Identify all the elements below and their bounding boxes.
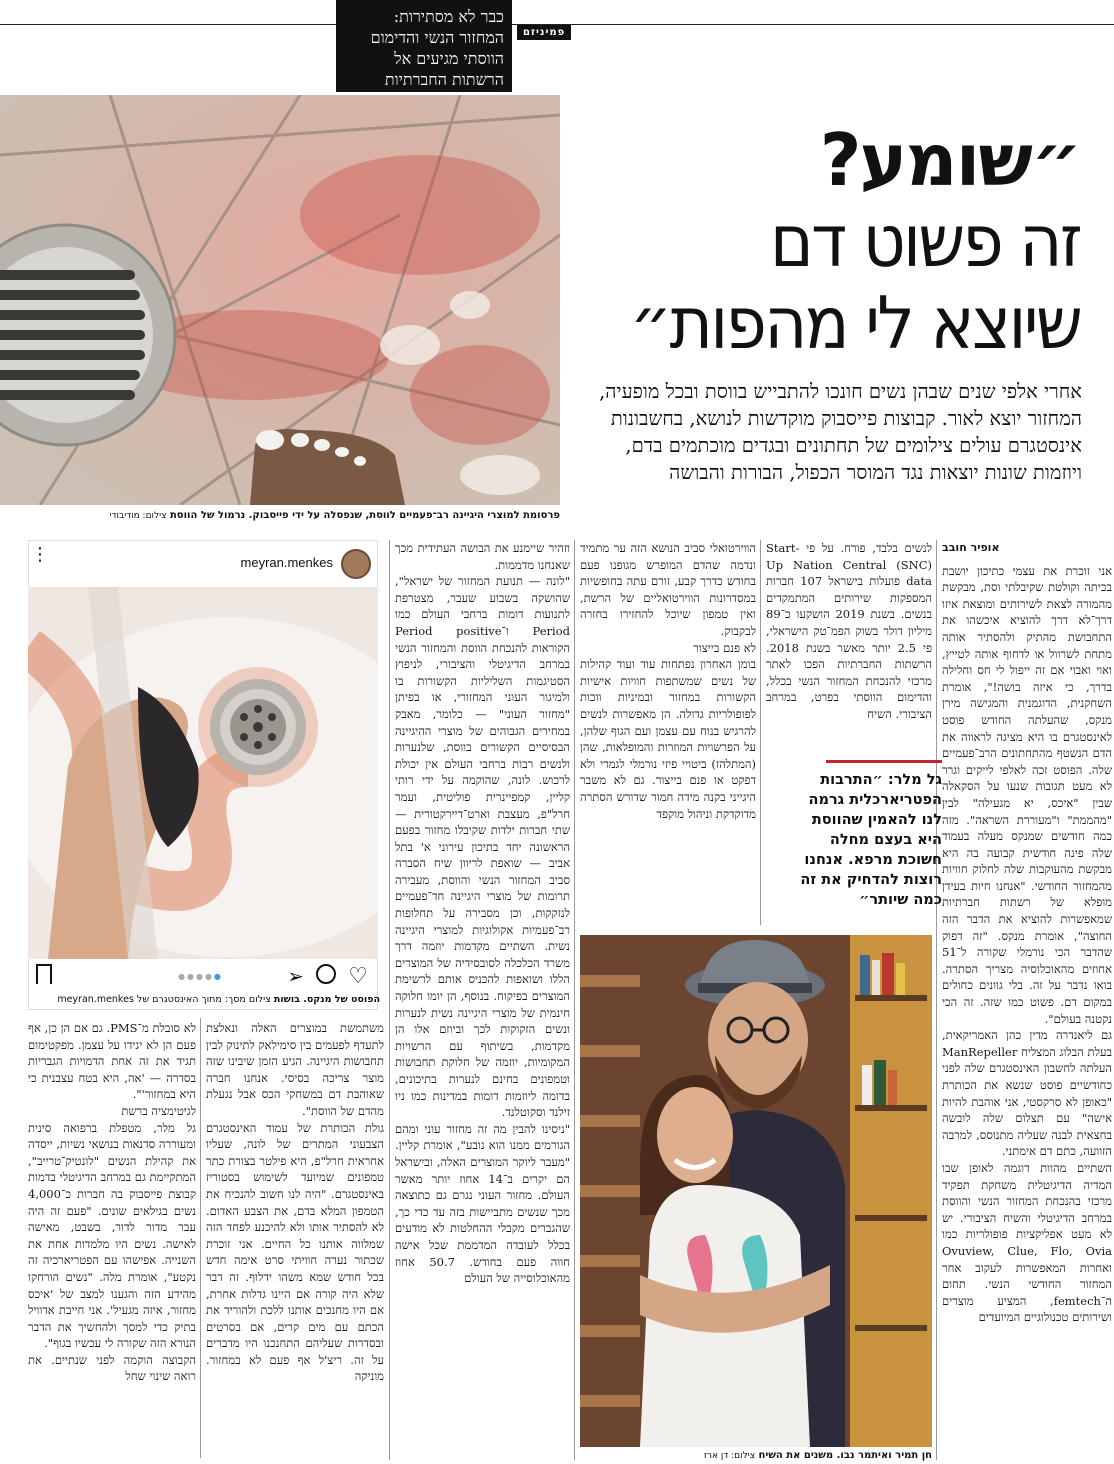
couple-caption-credit: צילום: דן ארז (703, 1451, 756, 1461)
section-tag: פמיניזם (517, 25, 571, 40)
instagram-header (29, 541, 379, 585)
more-options-icon[interactable]: ⋮ (31, 544, 49, 565)
share-icon[interactable]: ➢ (287, 964, 304, 988)
column-divider (200, 1018, 201, 1458)
headline (580, 120, 1080, 364)
heart-icon[interactable]: ♡ (348, 964, 368, 989)
column-1-text: אני זוכרת את עצמי כתיכון יושבת בכיתה וקולטת שקיבלתי וסת, מבקשת מהמורה לצאת לשירותים ומוצאת איזו דרך־לא דרך להוציא איכשהו את התחבושת מהתיק ולהסתיר אותה מתחת לשרוול או לדחוף אותה לטייץ, ואוי ואבוי אם זה ייפול לי חס וחלילה בדרך, כי איזה בושה!", אומרת השחקנית, הדוגמנית והמגישה מירן מנקס, שהעלתה החודש פוסט לאינסטגרם בו היא מציגה לראווה את הדם הנשטף מהתחתונים הרב־פעמיים שלה. הפוסט זכה לאלפי לייקים וגרר לא מעט תגובות שנעו על הסקאלה שבין "איכס, יא מגעילה" לבין "מהממת" ו"מעוררת השראה". מזה כמה חודשים שמנקס מעלה בעמוד שלה פינה חודשית קבועה בה היא מבקשת מהעוקבות שלה לחלוק חוויות מהמחזור החודשי. "אנחנו חיות בעידן מופלא של רשתות חברתיות שמאפשרות להוציא את הדבר הזה החוצה", אומרת מנקס. "זה דפוק שהדבר הכי נורמלי שקורה ל־51 אחוזים מהאוכלוסיה מצריך הסתרה. בואו נדבר על זה. בלי גוונים כחולים במקום דם. פשוט כמו שזה. זה הכי נקטנה בעולם". גם ליאנדרה מדין כהן האמריקאית, בעלת הבלוג המצליח ManRepeller העלתה לחשבון האינסטגרם שלה לפני כחודשיים פוסט שנשא את הכותרת "כאופן לא סרקסטי, אני אוהבת להיות אישה" עם תצלום שלה לובשה בחצאית לבנה שעליה מתנוסס, למרבה הזוועה, כתם דם אימתני. השתיים מהוות דוגמה לאופן שבו המדיה הדיגיטלית משחקת תפקיד מרכזי בהנכחת המחזור הנשי והווסת במרחב הדיגיטלי והשיח הציבורי. יש לא מעט אפליקציות פופולריות כמו Ovuview, Clue, Flo, Ovia ואחרות המאפשרות לעקוב אחר המחזור החודשי הנשי. תחום ה־femtech, המציע מוצרים ושירותים טכנולוגיים המיועדים (942, 563, 1112, 1325)
article-column-3 (580, 540, 756, 925)
sink-illustration (28, 587, 378, 959)
headline-line-3: שיוצא לי מהפות״ (629, 281, 1080, 365)
couple-caption-text: חן תמיר ואיתמר נבו. משנים את השיח (758, 1450, 932, 1461)
article-column-5 (206, 1020, 384, 1460)
avatar[interactable] (341, 549, 371, 579)
bookmark-icon[interactable] (36, 964, 52, 984)
pullquote-rule (826, 760, 942, 763)
article-column-6 (28, 1020, 196, 1460)
author-byline: אופיר חובב (942, 541, 1000, 554)
instagram-photo (28, 587, 378, 959)
shower-caption (0, 510, 560, 521)
column-6-text: לא סובלת מ־PMS. גם אם הן כן, אף פעם הן לא יגידו על עצמן. מפקטימום תגיד את זה אחת הדמויות הגבריות בסדרה — 'אה, היא בטח עצבנית כי היא במחזור'". לגיטימציה ברשת גל מלר, מטפלת ברפואה סינית ומעוררה סדנאות בנושאי נשיות, ייסדה את קהילת הנשים "לונטיק־טרייב", המתקיימת גם במרחב הדיגיטלי בדמות קבוצת פייסבוק בה חברות כ־4,000 נשים בגילאים שונים. "פעם זה היה עבר מדור לדור, בשבט, מאישה לאישה. נשים היו מלמדות אחת את השנייה. אפישהו עם הפטריארכיה זה נקטע", אומרת מלה. "נשים הורחקו מהידע הזה והגענו למצב של 'איכס מחזור, איזה מגעיל'. אני חייבת אדוויל בתיק כדי למסך ולהחשיך את הדבר הנורא הזה שקורה לי עכשיו בגוף". הקבוצה הוקמה לפני שנתיים. את רואה שינוי שחל (28, 1021, 196, 1384)
kicker-box (336, 0, 512, 92)
column-divider (936, 540, 937, 1460)
column-5-text: משתמשת במוצרים האלה ונאלצת לתעדף לפעמים בין סימילאק לתינוק לבין תחבושות היגיינה. הגיע הזמן שיבינו שזה מוצר צריכה בסיסי. אנחנו חברה שאוהבת דם במשחקי הכס אבל נגעלת מהדם של הווסת". גולת הכותרת של עמוד האינסטגרם הצבעוני המתרים של לונה, שעליו אחראית חרל"פ, היא פילטר בצורת כתר טמפונים שמיועד לשימוש בסטוריז באינסטגרם. "היה לנו חשוב להנכיח את הטמפון המלא בדם, את הצבע האדום. לא להסתיר אותו ולא להיכנע לפחד הזה שמלווה אותנו כל החיים. אני זוכרת שכתור נערה חוויתי סרט אימה חדש בכל חודש שמא משהו ידלוף. זה דבר שלא היה קורה אם היינו גדלות אחרת, אם היו מחנכים אותנו ללכת ולהוריד את הכתם עם מים קרים, אם בסרטים ובסדרות שעליהם התחנכנו היו מדברים על זה. ריצ'ל אף פעם לא במחזור. מוניקה (206, 1021, 384, 1384)
comment-icon[interactable] (316, 964, 336, 984)
couple-illustration (580, 935, 932, 1447)
couple-caption (580, 1450, 932, 1461)
shower-floor-illustration (0, 95, 560, 505)
headline-line-1: ״שומע? (819, 118, 1080, 202)
shower-photo (0, 95, 560, 505)
article-column-2 (766, 540, 932, 740)
column-4-text: וזהיר שיימנע את הבושה העתידית מכך שאנחנו מדממות. "לונה — תנועת המחזור של ישראל", שהושקה בשבוע שעבר, מצטרפת לתנועות דומות ברחבי העולם כמו Period ו־Period positive הקוראות להנכחת הווסת והמחזור הנשי במרחב הדיגיטלי והציבורי, לניפוץ הסטיגמות השליליות הקשורות בו ולמיגור העוני המחזורי, או בפיתן "מחזור העוני" — כלומר, מאבק במחירים הגבוהים של מוצרי ההיגיינה הבסיסיים הקשורים בווסת, שלנערות ולנשים רבות ברחבי העולם אין יכולת לרכוש. לונה, שהוקמה על ידי רותי קליין, קמפיינרית פוליטית, ועמר חרל"פ, מעצבת וארט־דיירקטורית — שתי חברות ילדות שקיבלו מחזור בפעם הראשונה יחד בתיכון עירוני א' בתל אביב — שואפת לריוון שיח הסברה סביב המחזור הנשי והווסת, מעבירה תרומות של מוצרי היגיינה חד־פעמיים לנזקקות, וכן מסבירה על תחלופות רב־פעמיות אקולוגיות למוצרי היגיינה נשית. השתיים מקדמות יוזמה דרך משרד הכלכלה לסובסידיה של המוצרים הללו ושואפות להכניס אותם לרשימת המוצרים בפיקוח. בנוסף, הן יומו חלוקה חינמית של מוצרי היגיינה נשית לנערות ונשים הזקוקות לכך וביוזם אלו הן מקדמות, בשיתוף עם הרשויות המקומיות, יוזמה של חלוקת תחבושות וטמפונים בחינם לנערות בתיכונים, בדומה ליוזמות דומות במדינות כמו ניו זילנד וסקוטלנד. "ניסינו להבין מה זה מחזור עוני ומהם הגורמים ממנו הוא נובע", אומרת קליין. "מעבר ליוקר המוצרים האלה, ובישראל הם יקרים ב־14 אחוז יותר מאשר העולם. מחזור העוני נגרם גם כתוצאה מכך שנשים מתביישות בזה עד כדי כך, שהגברים מקבלי ההחלטות לא מודעים בכלל לעובדה המדממת שכל אישה חווה פעם בחודש. 50.7 אחוז מהאוכלוסייה של העולם (395, 541, 570, 1286)
instagram-caption-bold: הפוסט של מנקס. בושות (273, 994, 380, 1005)
article-column-1 (942, 540, 1112, 1460)
column-3-text: הווירטואלי סביב הנושא הזה ער מתמיד ונדמה שהדם המופרש מגופנו פעם בחודש כדרך קבע, זורם עתה בחופשיות במסדרונות הווירטואליים של הרשת, ואין טמפון שיוכל להחזירו בחזרה לבקבוק. לא פנם בייצור בומן האחרון נפתחות עוד ועוד קהילות של נשים שמשתפות חוויות אישיות הקשורות במחזור ובמיניות ווכות לפופולריות גדולה. הן מאפשרות לנשים להרגיש בנוח עם עצמן ועם הגוף שלהן, על הפרשויות המוזרות והמופלאות, שהן (המתלהז) ביטויי פיזי נורמלי לגמרי ולא דפקט או פנם בייצור. גם לא משבר היגייני בקנה מידה חמור שדורש הסתרה מדוקדקת וניהול מוקפד (580, 541, 756, 821)
carousel-dots: ●●●●● (178, 972, 223, 981)
column-divider (389, 540, 390, 1460)
headline-line-2: זה פשוט דם (769, 199, 1080, 283)
column-2-text: לנשים בלבד, פורח. על פי Start-Up Nation Central (SNC) data פועלות בישראל 107 חברות המספקות שירותים המתמקדים בנשים. בשנת 2019 הושקעו כ־89 מיליון דולר בשוק הפמ־טק הישראלי, פי 2.5 יותר מאשר בשנת 2018. הרשתות החברתיות הפכו לאתר מרכזי להנכחת המחזור הנשי בכלל, והדימום הווסתי בפרט, במרחב הציבורי. השיח (766, 541, 932, 721)
article-column-4 (395, 540, 570, 1460)
kicker-text: כבר לא מסתירות: המחזור הנשי והדימום הווסתי מגיעים אל הרשתות החברתיות (370, 7, 504, 89)
shower-caption-text: פרסומת למוצרי היגיינה רב־פעמיים לווסת, שנפסלה על ידי פייסבוק. נרמול של הווסת (169, 510, 560, 521)
instagram-username[interactable]: meyran.menkes (240, 555, 333, 570)
couple-photo (580, 935, 932, 1447)
pullquote: גל מלר: ״התרבות הפטריארכלית גרמה לנו להאמין שהווסת היא בעצם מחלה חשוכת מרפא. אנחנו רוצות להדחיק את זה כמה שיותר״ (800, 772, 942, 908)
subhead: אחרי אלפי שנים שבהן נשים חונכו להתבייש בווסת ובכל מופעיה, המחזור יוצא לאור. קבוצות פייסבוק מוקדשות לנושא, בחשבונות אינסטגרם עולים צילומים של תחתונים ובגדים מוכתמים בדם, ויוזמות שונות יוצאות נגד המוסר הכפול, הבורות והבושה (599, 380, 1082, 484)
column-divider (760, 540, 761, 925)
column-divider (574, 540, 575, 1460)
instagram-caption-credit: צילום מסך: מתוך האינסטגרם של meyran.menkes (57, 994, 271, 1005)
instagram-actions (28, 962, 378, 994)
shower-caption-credit: צילום: מודיבודי (109, 511, 167, 521)
instagram-caption (28, 994, 380, 1005)
